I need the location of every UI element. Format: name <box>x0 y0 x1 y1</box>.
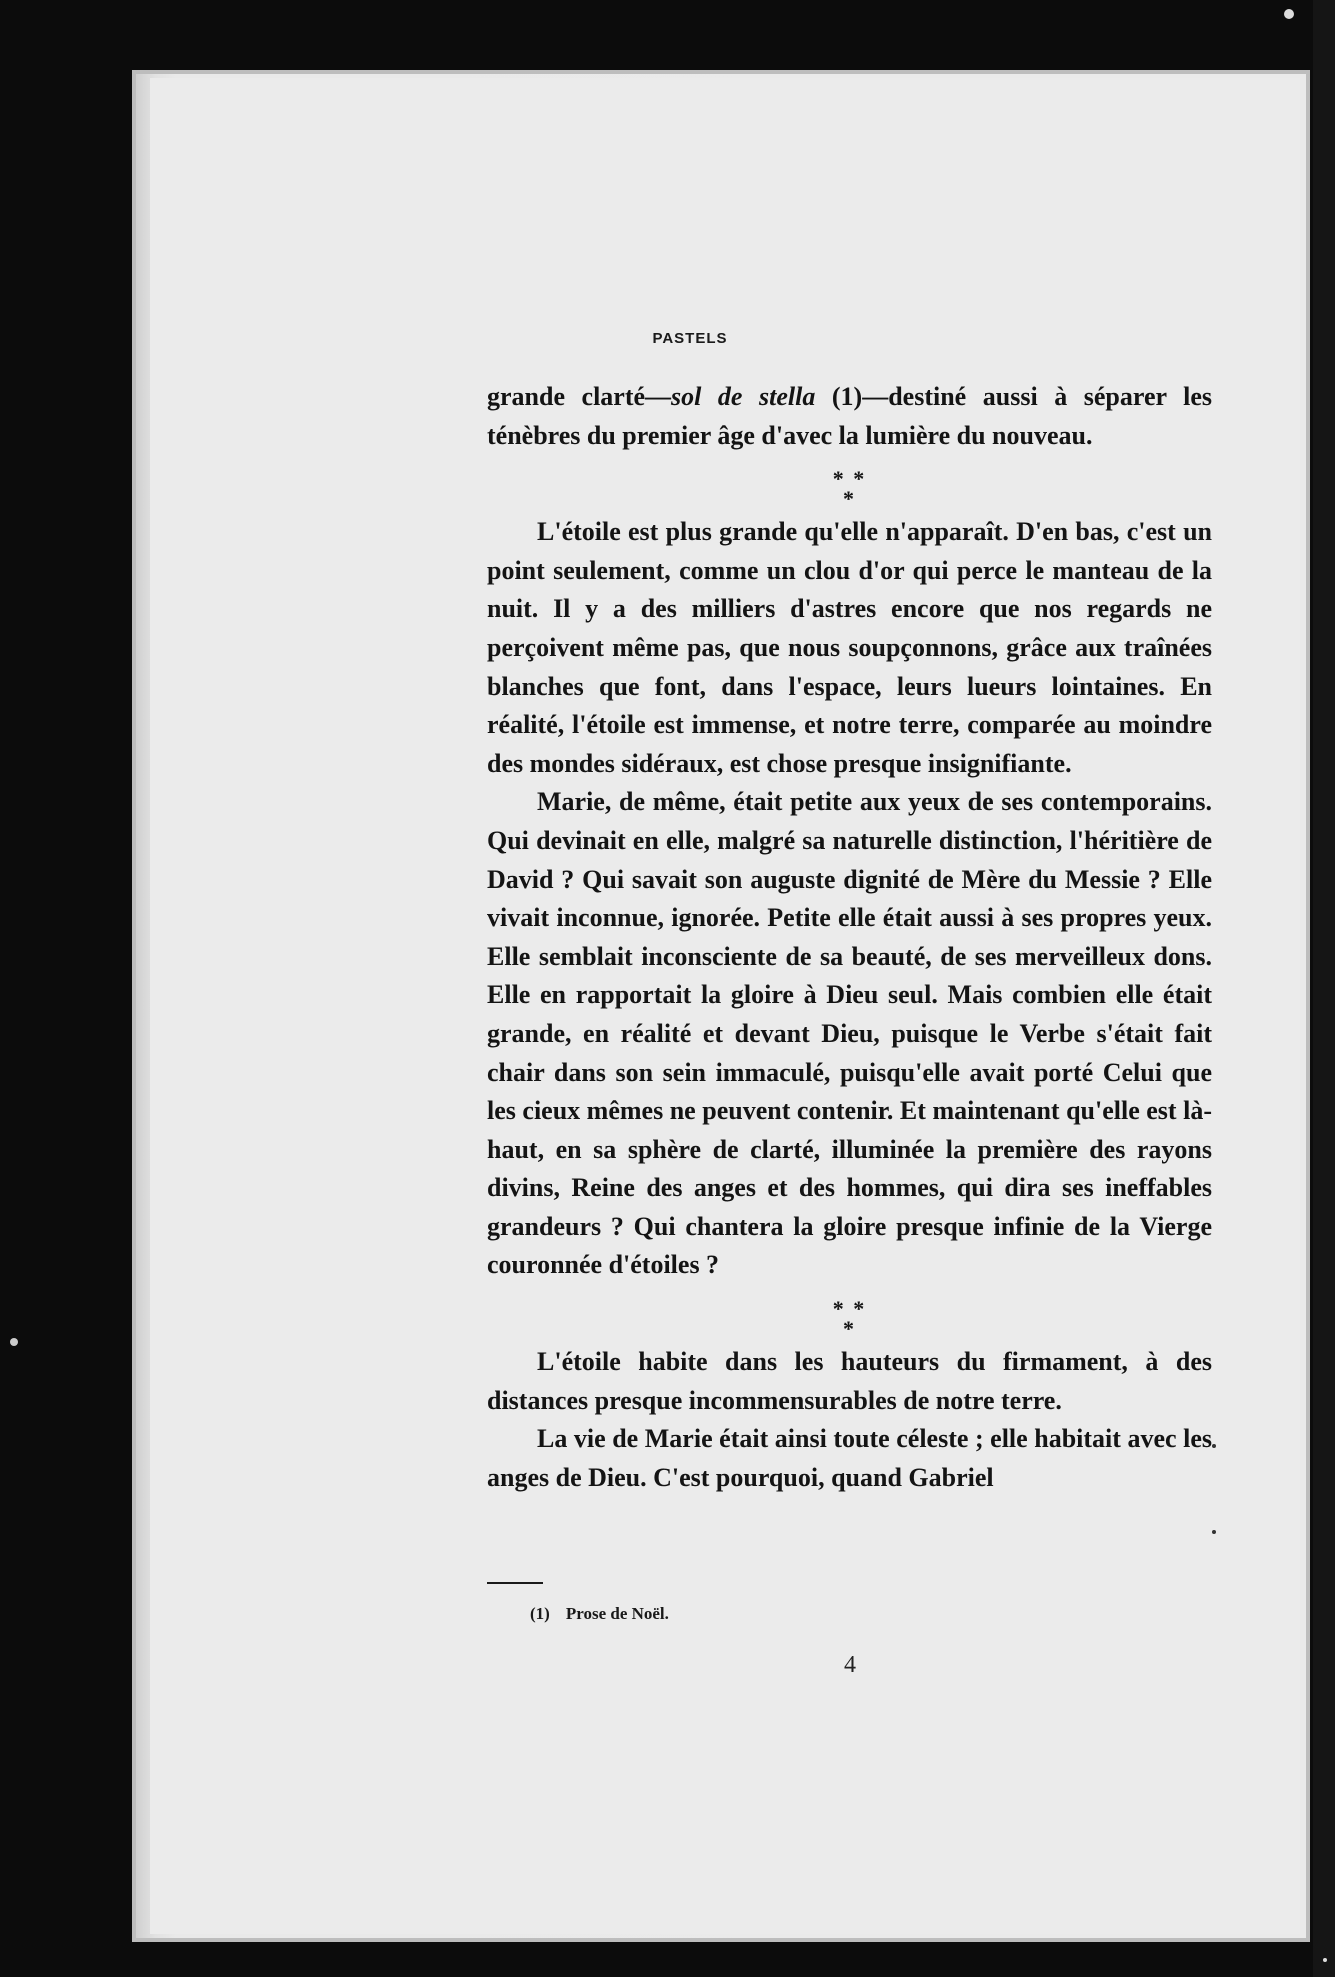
separator-stars-bottom: * <box>843 486 856 512</box>
section-separator-1 <box>487 455 1212 513</box>
paragraph-5: La vie de Marie était ainsi toute céleste ; elle habitait avec les anges de Dieu. C'est pourquoi, quand Gabriel <box>487 1424 1212 1492</box>
paragraph-2: L'étoile est plus grande qu'elle n'apparaît. D'en bas, c'est un point seulement, comme un clou d'or qui perce le manteau de la nuit. Il y a des milliers d'astres encore que nos regards ne perçoivent même pas, que nous soupçonnons, grâce aux traînées blanches que font, dans l'espace, leurs lueurs lointaines. En réalité, l'étoile est immense, et notre terre, comparée au moindre des mondes sidéraux, est chose presque insignifiante. <box>487 517 1212 778</box>
running-head: PASTELS <box>652 330 728 347</box>
separator-stars-top: * * <box>832 1296 867 1322</box>
paragraph-3: Marie, de même, était petite aux yeux de ses contemporains. Qui devinait en elle, malgré sa naturelle distinction, l'héritière de David ? Qui savait son auguste dignité de Mère du Messie ? Elle vivait inconnue, ignorée. Petite elle était aussi à ses propres yeux. Elle semblait inconsciente de sa beauté, de ses merveilleux dons. Elle en rapportait la gloire à Dieu seul. Mais combien elle était grande, en réalité et devant Dieu, puisque le Verbe s'était fait chair dans son sein immaculé, puisqu'elle avait porté Celui que les cieux mêmes ne peuvent contenir. Et maintenant qu'elle est là-haut, en sa sphère de clarté, illuminée la première des rayons divins, Reine des anges et des hommes, qui dira ses ineffables grandeurs ? Qui chantera la gloire presque infinie de la Vierge couronnée d'étoiles ? <box>487 787 1212 1280</box>
paragraph-1 <box>487 378 1212 455</box>
paragraph-1-rest: (1)—destiné aussi à séparer les ténèbres du premier âge d'avec la lumière du nouveau. <box>487 382 1212 450</box>
body-text <box>487 378 1212 1497</box>
section-separator-2 <box>487 1285 1212 1343</box>
separator-stars-bottom: * <box>843 1316 856 1342</box>
separator-stars-top: * * <box>832 466 867 492</box>
scan-border-right <box>1313 0 1335 1977</box>
page-number: 4 <box>844 1652 856 1678</box>
paragraph-4: L'étoile habite dans les hauteurs du firmament, à des distances presque incommensurables de notre terre. <box>487 1347 1212 1415</box>
footnote-text: Prose de Noël. <box>565 1604 669 1623</box>
footnote <box>530 1604 669 1624</box>
paragraph-1-italic: sol de stella <box>671 382 816 411</box>
footnote-rule <box>487 1582 543 1584</box>
paragraph-1-lead: grande clarté— <box>487 382 672 411</box>
footnote-marker: (1) <box>530 1604 550 1623</box>
